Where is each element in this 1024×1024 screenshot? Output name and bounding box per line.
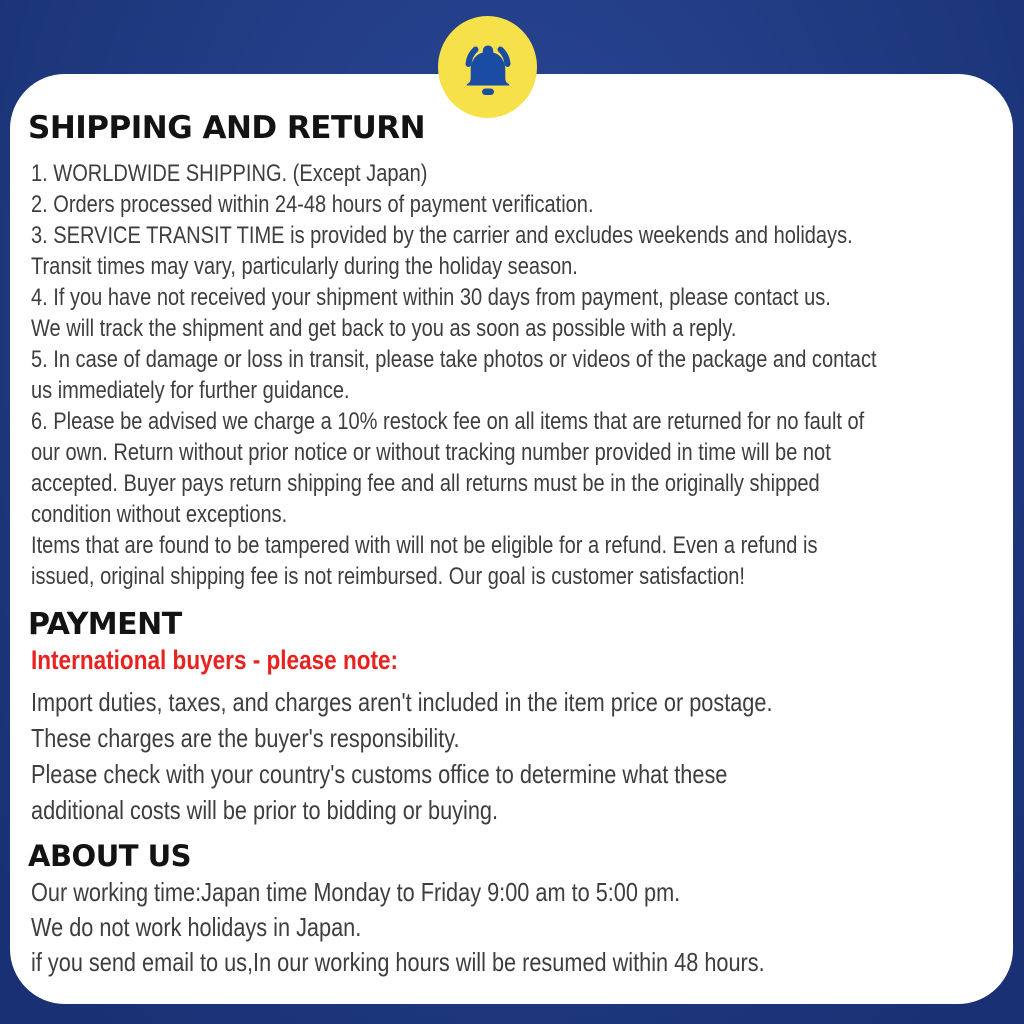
shipping-line: 6. Please be advised we charge a 10% restock fee on all items that are returned for no fault of <box>31 408 865 435</box>
shipping-line: 5. In case of damage or loss in transit, please take photos or videos of the package and contact <box>31 346 877 373</box>
shipping-line: issued, original shipping fee is not reimbursed. Our goal is customer satisfaction! <box>31 563 746 590</box>
payment-line: Import duties, taxes, and charges aren't included in the item price or postage. <box>31 687 773 717</box>
bell-icon <box>456 35 520 99</box>
shipping-line: condition without exceptions. <box>31 501 288 528</box>
shipping-line: 2. Orders processed within 24-48 hours of payment verification. <box>31 191 594 218</box>
payment-policy-text <box>31 684 1016 828</box>
payment-heading: PAYMENT <box>28 607 182 642</box>
shipping-line: our own. Return without prior notice or without tracking number provided in time will be not <box>31 439 831 466</box>
payment-line: Please check with your country's customs office to determine what these <box>31 759 728 789</box>
shipping-line: Transit times may vary, particularly during the holiday season. <box>31 253 578 280</box>
shipping-line: 1. WORLDWIDE SHIPPING. (Except Japan) <box>31 160 428 187</box>
shipping-line: We will track the shipment and get back to you as soon as possible with a reply. <box>31 315 737 342</box>
payment-line: These charges are the buyer's responsibility. <box>31 723 460 753</box>
about-line: Our working time:Japan time Monday to Friday 9:00 am to 5:00 pm. <box>31 877 681 907</box>
shipping-line: us immediately for further guidance. <box>31 377 350 404</box>
shipping-line: accepted. Buyer pays return shipping fee and all returns must be in the originally shipped <box>31 470 820 497</box>
shipping-and-return-heading: SHIPPING AND RETURN <box>28 110 426 146</box>
payment-line: additional costs will be prior to bidding or buying. <box>31 795 499 825</box>
about-us-heading: ABOUT US <box>28 839 192 873</box>
international-buyers-note: International buyers - please note: <box>31 645 399 675</box>
shipping-line: Items that are found to be tampered with will not be eligible for a refund. Even a refund is <box>31 532 818 559</box>
about-us-text <box>31 875 1016 980</box>
notification-badge <box>438 16 537 118</box>
shipping-policy-text <box>31 158 1016 592</box>
shipping-line: 3. SERVICE TRANSIT TIME is provided by the carrier and excludes weekends and holidays. <box>31 222 853 249</box>
shipping-line: 4. If you have not received your shipment within 30 days from payment, please contact us. <box>31 284 831 311</box>
about-line: if you send email to us,In our working hours will be resumed within 48 hours. <box>31 947 765 977</box>
about-line: We do not work holidays in Japan. <box>31 912 362 942</box>
